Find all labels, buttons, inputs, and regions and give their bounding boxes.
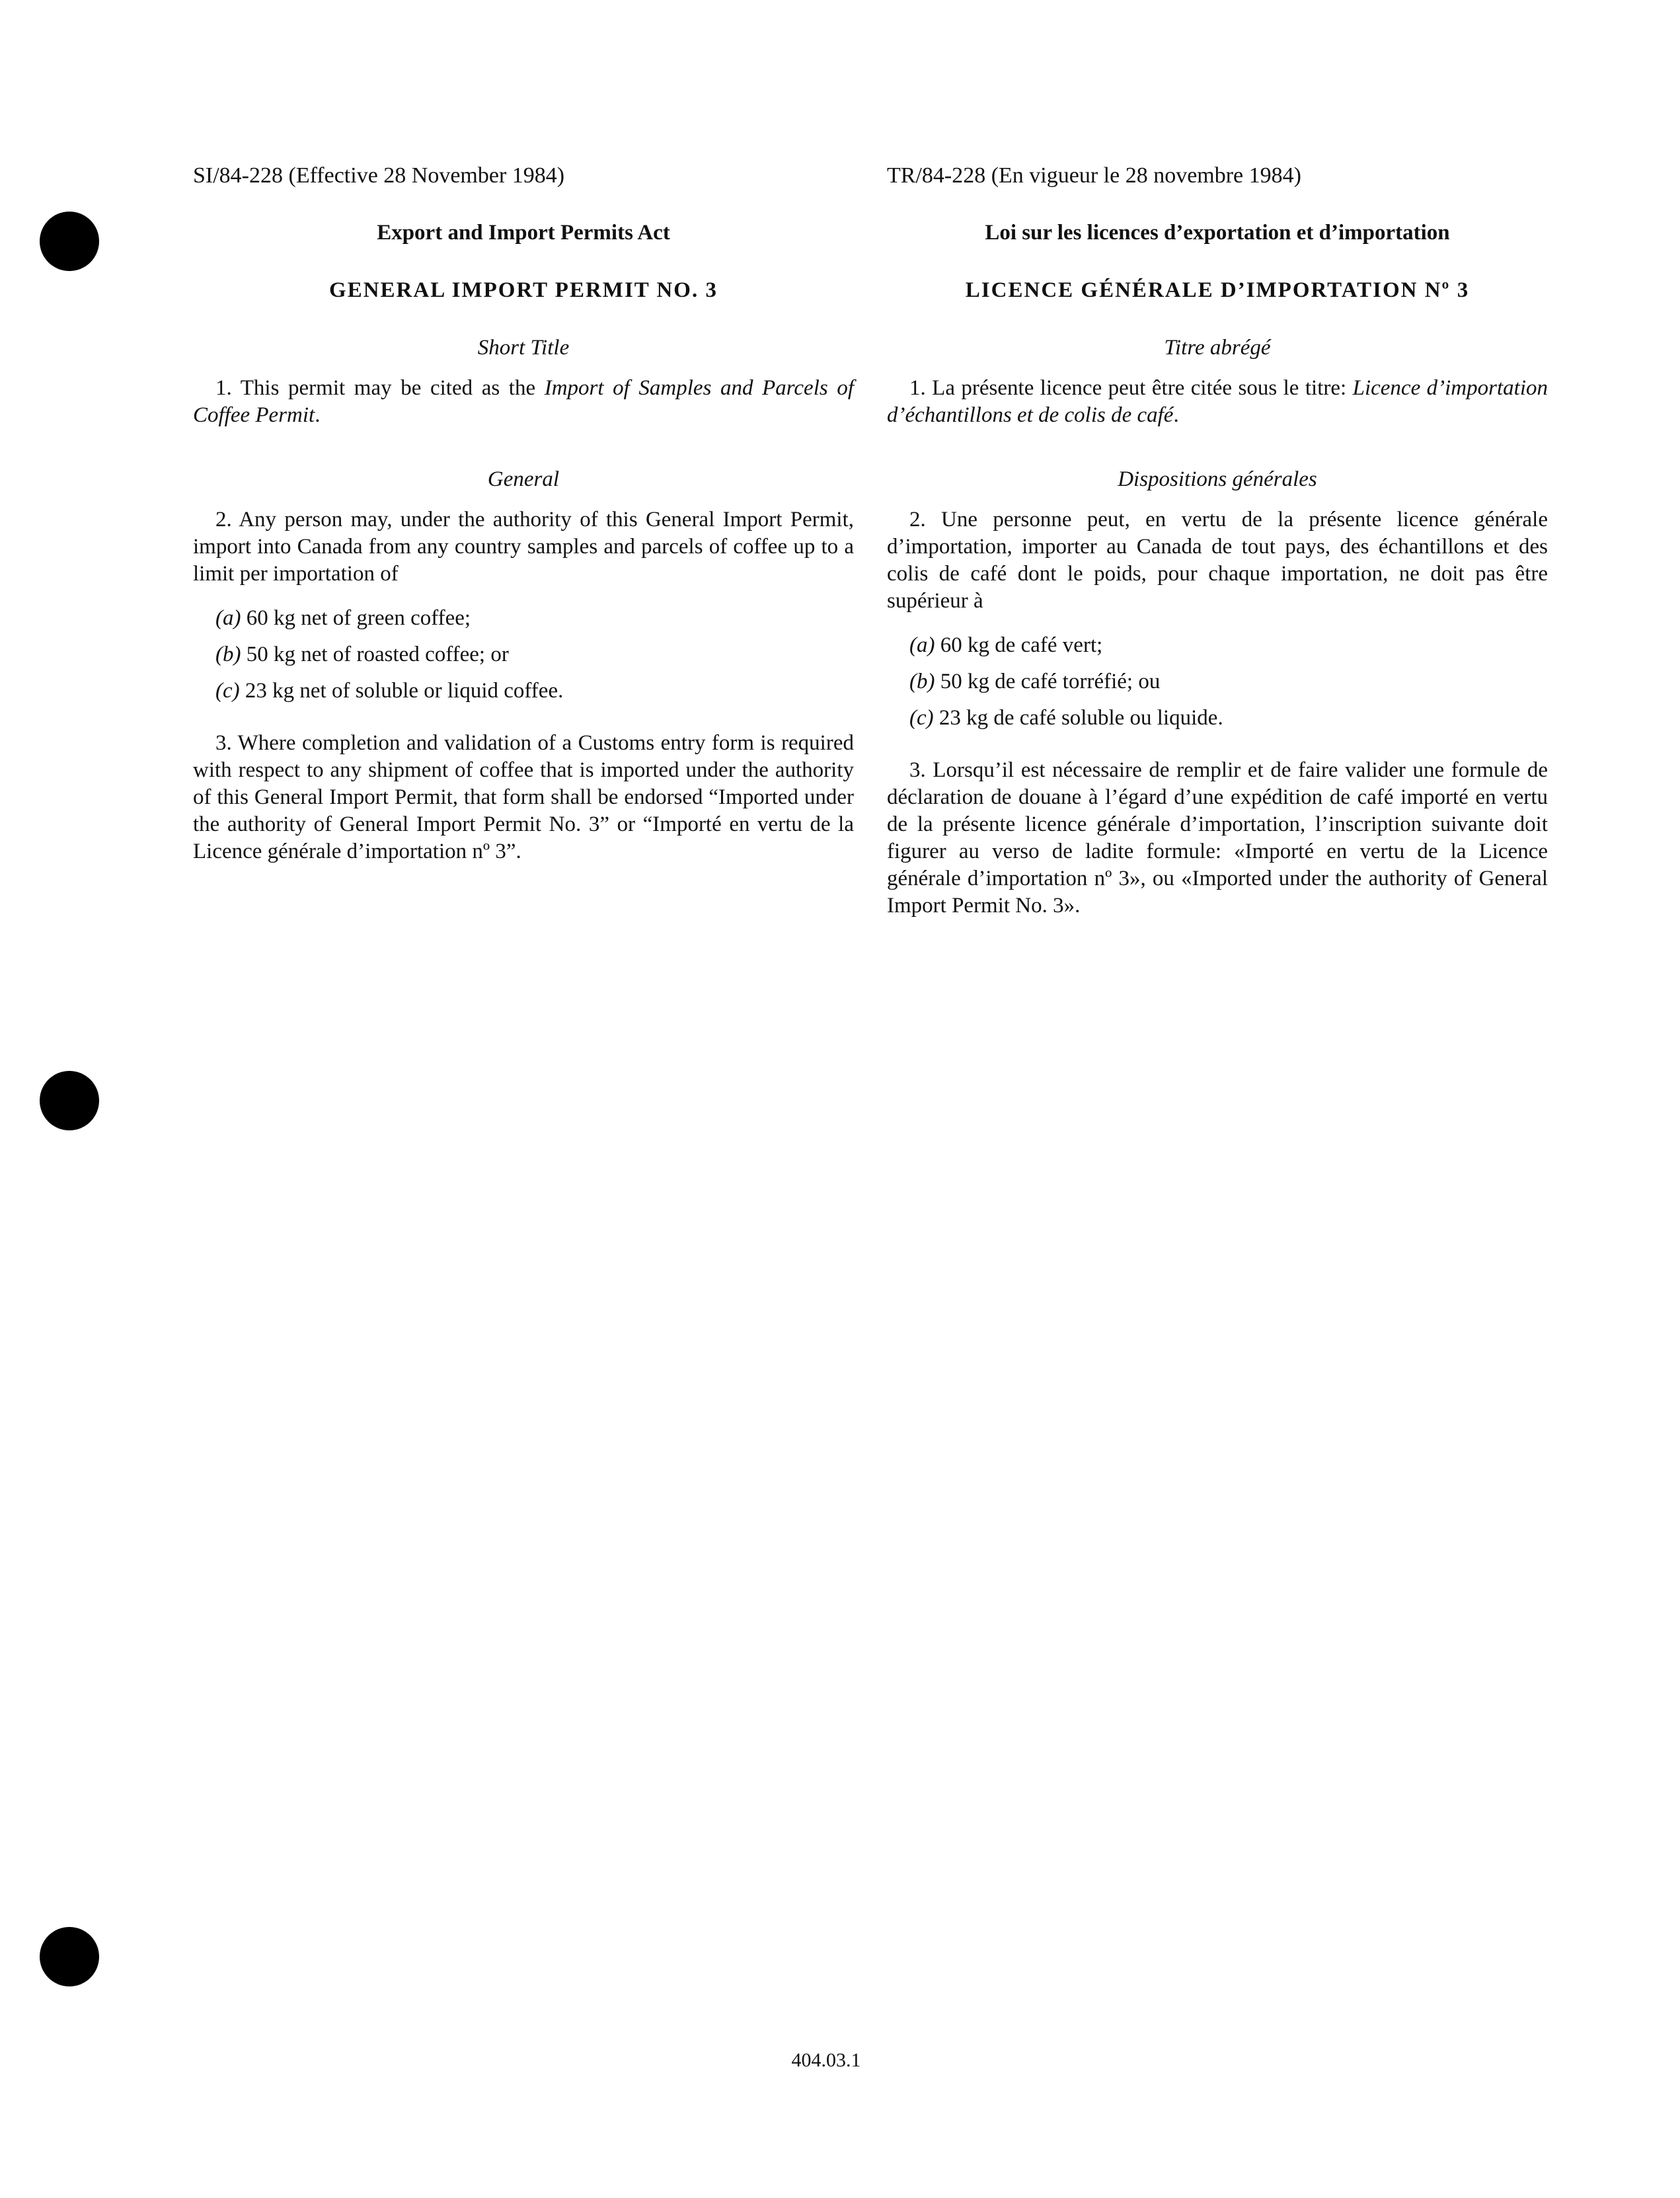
- english-section-3: 3. Where completion and validation of a Customs entry form is required with respect to any shipment of coffee that is imported under the authority of this General Import Permit, that form shall be endorsed “Imported under the authority of General Import Permit No. 3” or “Importé en vertu de la Licence générale d’importation nº 3”.: [193, 731, 854, 863]
- english-section-2: 2. Any person may, under the authority of this General Import Permit, import into Canada from any country samples and parcels of coffee up to a limit per importation of: [193, 508, 854, 586]
- english-column: [193, 162, 854, 902]
- french-act-title: Loi sur les licences d’exportation et d’importation: [985, 221, 1450, 245]
- french-section-1: 1. La présente licence peut être citée sous le titre: Licence d’importation d’échantillons et de colis de café.: [887, 376, 1548, 427]
- french-column: [887, 162, 1548, 957]
- english-short-title-heading: Short Title: [477, 336, 570, 360]
- french-item-b: (b) 50 kg de café torréfié; ou: [909, 670, 1161, 693]
- french-permit-citation: Licence d’importation d’échantillons et de colis de café: [887, 376, 1548, 427]
- english-section-1: 1. This permit may be cited as the Import of Samples and Parcels of Coffee Permit.: [193, 376, 854, 427]
- french-short-title-heading: Titre abrégé: [1164, 336, 1271, 360]
- english-permit-citation: Import of Samples and Parcels of Coffee Permit: [193, 376, 854, 427]
- english-reference: SI/84-228 (Effective 28 November 1984): [193, 163, 565, 188]
- french-item-a: (a) 60 kg de café vert;: [909, 633, 1103, 657]
- french-section-3: 3. Lorsqu’il est nécessaire de remplir et de faire valider une formule de déclaration de douane à l’égard d’une expédition de café importé en vertu de la présente licence générale d’importation, l’inscription suivante doit figurer au verso de ladite formule: «Importé en vertu de la Licence générale d’importation nº 3», ou «Imported under the authority of General Import Permit No. 3».: [887, 758, 1548, 918]
- page-number: 404.03.1: [791, 2049, 861, 2071]
- english-item-b: (b) 50 kg net of roasted coffee; or: [215, 643, 509, 666]
- punch-hole-top: [40, 212, 99, 271]
- french-item-c: (c) 23 kg de café soluble ou liquide.: [909, 706, 1223, 730]
- punch-hole-bottom: [40, 1927, 99, 1986]
- french-section-2: 2. Une personne peut, en vertu de la présente licence générale d’importation, importer au Canada de tout pays, des échantillons et des colis de café dont le poids, pour chaque importation, ne doit pas être supérieur à: [887, 508, 1548, 613]
- english-item-c: (c) 23 kg net of soluble or liquid coffee.: [215, 679, 564, 703]
- english-act-title: Export and Import Permits Act: [377, 221, 670, 245]
- english-item-a: (a) 60 kg net of green coffee;: [215, 606, 471, 630]
- english-general-heading: General: [487, 467, 560, 491]
- punch-hole-middle: [40, 1071, 99, 1130]
- english-permit-title: GENERAL IMPORT PERMIT NO. 3: [329, 278, 718, 302]
- french-reference: TR/84-228 (En vigueur le 28 novembre 1984): [887, 163, 1301, 188]
- french-permit-title: LICENCE GÉNÉRALE D’IMPORTATION Nº 3: [965, 278, 1470, 302]
- french-general-heading: Dispositions générales: [1118, 467, 1317, 491]
